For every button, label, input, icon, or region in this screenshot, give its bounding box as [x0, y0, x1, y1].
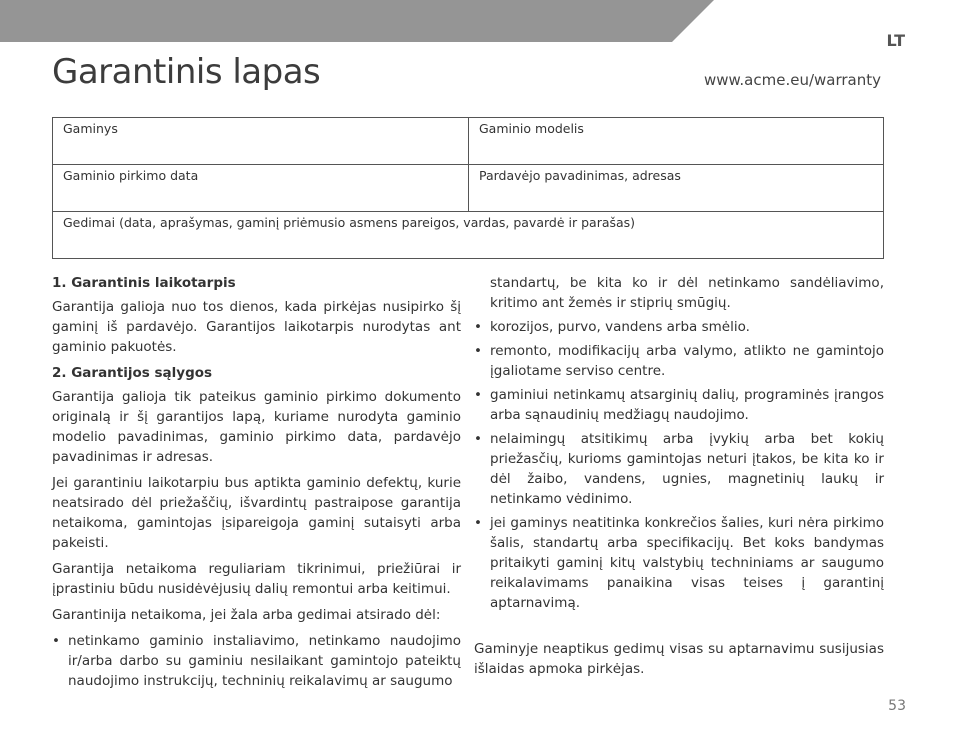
paragraph: Garantija galioja nuo tos dienos, kada pirkėjas nusipirko šį gaminį iš pardavėjo. Garantijos laikotarpis nurodytas ant gaminio pakuotės. [52, 299, 461, 355]
list-item-text: netinkamo gaminio instaliavimo, netinkamo naudojimo ir/arba darbo su gaminiu nesilaikant gamintojo pateiktų naudojimo instrukcijų, techninių reikalavimų ar saugumo [68, 633, 461, 689]
list-item [474, 513, 884, 613]
bullet-icon: • [474, 387, 482, 403]
paragraph: Garantija galioja tik pateikus gaminio pirkimo dokumento originalą ir šį garantijos lapą, kuriame nurodyta gaminio modelio pavadinimas, gaminio pirkimo data, pardavėjo pavadinimas ir adresas. [52, 389, 461, 465]
list-item-text: nelaimingų atsitikimų arba įvykių arba bet kokių priežasčių, kurioms gamintojas neturi įtakos, be kita ko ir dėl žaibo, vandens, ugnies, magnetinių laukų ir netinkamo vėdinimo. [490, 431, 884, 507]
section-heading-warranty-conditions: 2. Garantijos sąlygos [52, 365, 213, 381]
section-heading-warranty-period: 1. Garantinis laikotarpis [52, 275, 236, 291]
list-item [52, 631, 461, 691]
list-item-text: gaminiui netinkamų atsarginių dalių, programinės įrangos arba sąnaudinių medžiagų naudojimo. [490, 387, 884, 423]
list-item-text: korozijos, purvo, vandens arba smėlio. [490, 319, 750, 335]
bullet-icon: • [474, 431, 482, 447]
bullet-icon: • [474, 343, 482, 359]
product-field: Gaminys [53, 118, 469, 164]
list-item [474, 385, 884, 425]
form-row [53, 212, 883, 258]
warranty-url: www.acme.eu/warranty [703, 71, 881, 89]
bullet-icon: • [52, 633, 60, 649]
paragraph: Garantinija netaikoma, jei žala arba gedimai atsirado dėl: [52, 607, 441, 623]
bullet-icon: • [474, 319, 482, 335]
list-item [474, 341, 884, 381]
right-column [474, 273, 884, 685]
page-title: Garantinis lapas [52, 52, 321, 92]
list-item [474, 317, 884, 337]
bullet-icon: • [474, 515, 482, 531]
defects-field: Gedimai (data, aprašymas, gaminį priėmusio asmens pareigos, vardas, pavardė ir parašas) [63, 215, 636, 230]
closing-paragraph: Gaminyje neaptikus gedimų visas su aptarnavimu susijusias išlaidas apmoka pirkėjas. [474, 641, 884, 677]
page-number: 53 [888, 698, 906, 714]
purchase-date-field: Gaminio pirkimo data [53, 165, 469, 211]
list-item [474, 429, 884, 509]
form-row [53, 118, 883, 165]
model-field: Gaminio modelis [479, 121, 584, 136]
list-item-text: jei gaminys neatitinka konkrečios šalies, kuri nėra pirkimo šalis, standartų arba specifikacijų. Bet koks bandymas pritaikyti gaminį kitų valstybių techniniams ar saugumo reikalavimams panaikina visas teises į garantinį aptarnavimą. [490, 515, 884, 611]
list-item-text: remonto, modifikacijų arba valymo, atlikto ne gamintojo įgaliotame serviso centre. [490, 343, 884, 379]
left-column [52, 273, 461, 695]
header-bar [0, 0, 954, 42]
exclusions-list [52, 631, 461, 691]
paragraph: Jei garantiniu laikotarpiu bus aptikta gaminio defektų, kurie neatsirado dėl priežaščių, išvardintų pastraipose garantija netaikoma, gamintojas įsipareigoja gaminį sutaisyti arba pakeisti. [52, 475, 461, 551]
form-row [53, 165, 883, 212]
list-item-continuation: standartų, be kita ko ir dėl netinkamo sandėliavimo, kritimo ant žemės ir stiprių smūgių. [490, 275, 884, 311]
exclusions-list-continued [474, 317, 884, 613]
warranty-form [52, 117, 884, 259]
seller-field: Pardavėjo pavadinimas, adresas [479, 168, 681, 183]
language-code: LT [886, 31, 905, 50]
paragraph: Garantija netaikoma reguliariam tikrinimui, priežiūrai ir įprastiniu būdu nusidėvėjusių dalių remontui arba keitimui. [52, 561, 461, 597]
